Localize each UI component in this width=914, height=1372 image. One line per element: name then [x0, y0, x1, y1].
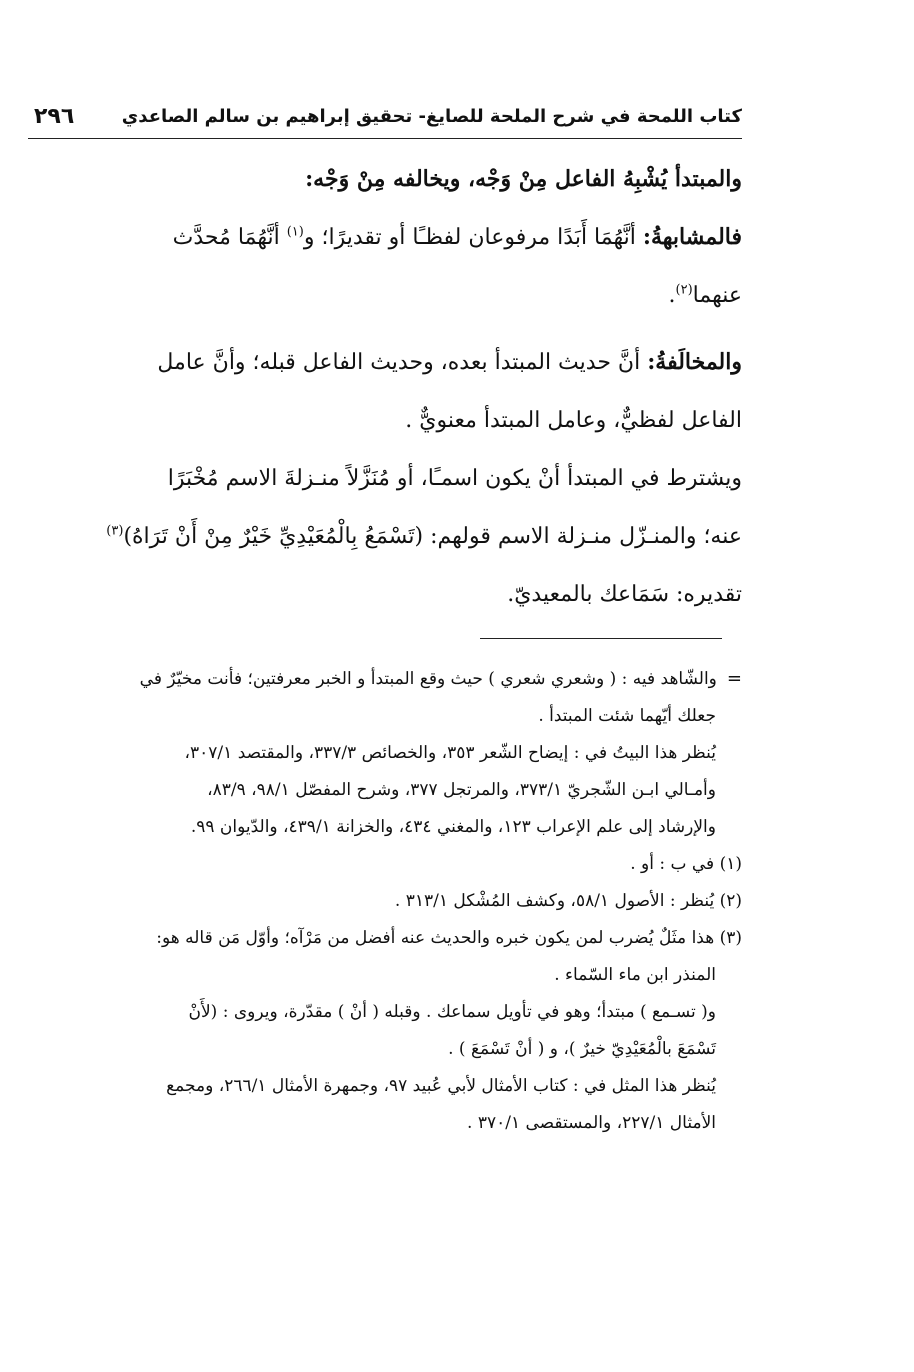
main-line-6: ويشترط في المبتدأ أنْ يكون اسمـًا، أو مُنَزَّلاً منـزلةَ الاسم مُخْبَرًا	[167, 466, 742, 491]
footnote-3-line-6: الأمثال ٢٢٧/١، والمستقصى ٣٧٠/١ .	[467, 1113, 716, 1133]
main-line-4	[30, 333, 742, 392]
footnote-ref-1[interactable]: (١)	[286, 224, 304, 240]
footnote-3-line-5: يُنظر هذا المثل في : كتاب الأمثال لأبي عُبيد ٩٧، وجمهرة الأمثال ٢٦٦/١، ومجمع	[166, 1076, 716, 1096]
book-title: كتاب اللمحة في شرح الملحة للصايغ- تحقيق إبراهيم بن سالم الصاعدي	[121, 106, 742, 127]
main-line-2-text-a: أنَّهُمَا أَبَدًا مرفوعان لفظـًا أو تقديرًا؛ و	[303, 225, 643, 250]
main-line-2-text-b: أنَّهُمَا مُحدَّث	[172, 225, 287, 250]
footnote-ref-3[interactable]: (٣)	[106, 523, 124, 539]
main-line-3	[30, 267, 742, 325]
page-number: ٢٩٦	[34, 104, 75, 129]
main-line-7-text: عنه؛ والمنـزّل منـزلة الاسم قولهم: (تَسْمَعُ بِالْمُعَيْدِيِّ خَيْرٌ مِنْ أَنْ تَرَاهُ)	[123, 524, 742, 549]
footnote-cont-line-4: وأمـالي ابـن الشّجريّ ٣٧٣/١، والمرتجل ٣٧٧، وشرح المفصّل ٩٨/١، ٨٣/٩،	[207, 780, 716, 800]
footnote-continued	[30, 660, 742, 698]
main-line-3-text: عنهما	[692, 283, 742, 308]
main-line-1: والمبتدأ يُشْبِهُ الفاعل مِنْ وَجْه، ويخالفه مِنْ وَجْه:	[305, 166, 742, 192]
main-text	[30, 150, 742, 624]
main-line-4-text: أنَّ حديث المبتدأ بعده، وحديث الفاعل قبله؛ وأنَّ عامل	[157, 350, 648, 375]
footnote-3-line-3: و( تسـمع ) مبتدأ؛ وهو في تأويل سماعك . وقبله ( أنْ ) مقدّرة، ويروى : (لأَنْ	[188, 1002, 716, 1022]
footnote-cont-line-2: جعلك أيّهما شئت المبتدأ .	[538, 706, 716, 726]
footnote-cont-line-1: والشّاهد فيه : ( وشعري شعري ) حيث وقع المبتدأ و الخبر معرفتين؛ فأنت مخيّرٌ في	[139, 669, 717, 689]
continuation-mark: =	[726, 668, 742, 689]
heading-similarity: فالمشابهةُ:	[642, 224, 742, 250]
footnote-3-line-1: (٣) هذا مثَلٌ يُضرب لمن يكون خبره والحديث عنه أفضل من مَرْآه؛ وأوّل مَن قاله هو:	[156, 928, 742, 948]
main-line-2	[30, 208, 742, 267]
running-header	[28, 102, 742, 139]
main-line-8: تقديره: سَمَاعك بالمعيديّ.	[507, 582, 742, 607]
footnote-3-line-4: تَسْمَعَ بالْمُعَيْدِيّ خيرٌ )، و ( أنْ تَسْمَعَ ) .	[448, 1039, 716, 1059]
footnote-2: (٢) يُنظر : الأصول ٥٨/١، وكشف المُشْكل ٣١٣/١ .	[394, 891, 742, 911]
footnote-ref-2[interactable]: (٢)	[675, 282, 693, 298]
footnote-cont-line-3: يُنظر هذا البيتُ في : إيضاح الشّعر ٣٥٣، والخصائص ٣٣٧/٣، والمقتصد ٣٠٧/١،	[184, 743, 716, 763]
heading-difference: والمخالَفةُ:	[647, 349, 742, 375]
footnote-cont-line-5: والإرشاد إلى علم الإعراب ١٢٣، والمغني ٤٣٤، والخزانة ٤٣٩/١، والدّيوان ٩٩.	[190, 817, 716, 837]
footnote-1: (١) في ب : أو .	[630, 854, 742, 874]
main-line-5: الفاعل لفظيٌّ، وعامل المبتدأ معنويٌّ .	[405, 408, 742, 433]
main-line-7	[30, 508, 742, 566]
footnotes	[30, 660, 742, 1142]
footnote-divider	[480, 638, 722, 639]
main-line-3-period: .	[668, 283, 676, 308]
footnote-3-line-2: المنذر ابن ماء السّماء .	[554, 965, 716, 985]
